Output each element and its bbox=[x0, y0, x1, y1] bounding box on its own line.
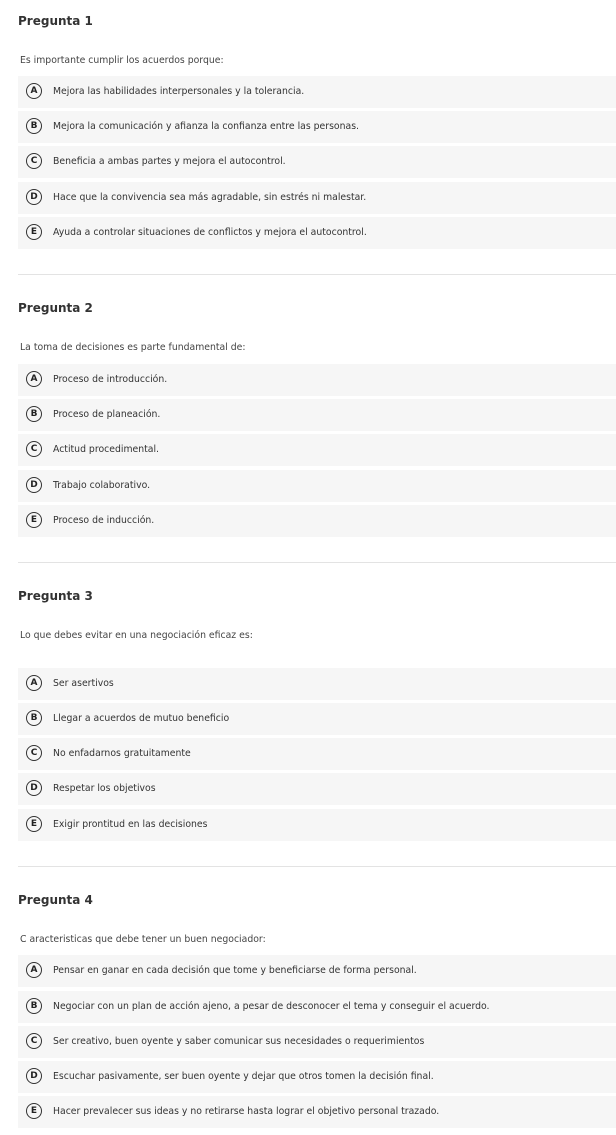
question-text: Lo que debes evitar en una negociación eficaz es: bbox=[20, 630, 253, 641]
option-text: Ayuda a controlar situaciones de conflictos y mejora el autocontrol. bbox=[53, 227, 367, 238]
option-e[interactable] bbox=[18, 1096, 616, 1128]
option-letter-c: C bbox=[26, 1033, 42, 1049]
option-b[interactable] bbox=[18, 399, 616, 431]
option-letter-d: D bbox=[26, 1068, 42, 1084]
question-title: Pregunta 2 bbox=[18, 301, 93, 315]
question-text: C aracteristicas que debe tener un buen negociador: bbox=[20, 934, 266, 945]
option-d[interactable] bbox=[18, 182, 616, 214]
option-text: Ser creativo, buen oyente y saber comunicar sus necesidades o requerimientos bbox=[53, 1036, 425, 1047]
option-c[interactable] bbox=[18, 434, 616, 466]
option-text: Llegar a acuerdos de mutuo beneficio bbox=[53, 713, 230, 724]
option-text: Negociar con un plan de acción ajeno, a pesar de desconocer el tema y conseguir el acuerdo. bbox=[53, 1001, 490, 1012]
option-letter-e: E bbox=[26, 512, 42, 528]
option-d[interactable] bbox=[18, 1061, 616, 1093]
option-text: Hacer prevalecer sus ideas y no retirarse hasta lograr el objetivo personal trazado. bbox=[53, 1106, 440, 1117]
option-c[interactable] bbox=[18, 738, 616, 770]
option-text: Mejora la comunicación y afianza la confianza entre las personas. bbox=[53, 121, 360, 132]
option-letter-c: C bbox=[26, 441, 42, 457]
option-letter-d: D bbox=[26, 477, 42, 493]
option-text: Respetar los objetivos bbox=[53, 783, 156, 794]
option-a[interactable] bbox=[18, 76, 616, 108]
option-a[interactable] bbox=[18, 364, 616, 396]
option-text: Proceso de inducción. bbox=[53, 515, 155, 526]
option-letter-e: E bbox=[26, 224, 42, 240]
option-d[interactable] bbox=[18, 773, 616, 805]
option-a[interactable] bbox=[18, 668, 616, 700]
option-text: Escuchar pasivamente, ser buen oyente y dejar que otros tomen la decisión final. bbox=[53, 1071, 434, 1082]
option-letter-d: D bbox=[26, 189, 42, 205]
option-text: Ser asertivos bbox=[53, 678, 114, 689]
option-a[interactable] bbox=[18, 955, 616, 987]
section-divider bbox=[18, 562, 616, 563]
option-text: Proceso de planeación. bbox=[53, 409, 161, 420]
option-letter-d: D bbox=[26, 780, 42, 796]
option-e[interactable] bbox=[18, 505, 616, 537]
option-text: Exigir prontitud en las decisiones bbox=[53, 819, 208, 830]
question-text: La toma de decisiones es parte fundamental de: bbox=[20, 342, 246, 353]
option-text: Pensar en ganar en cada decisión que tome y beneficiarse de forma personal. bbox=[53, 965, 417, 976]
option-text: Beneficia a ambas partes y mejora el autocontrol. bbox=[53, 156, 286, 167]
option-letter-b: B bbox=[26, 406, 42, 422]
question-text: Es importante cumplir los acuerdos porque: bbox=[20, 55, 224, 66]
option-c[interactable] bbox=[18, 146, 616, 178]
option-letter-c: C bbox=[26, 745, 42, 761]
option-letter-e: E bbox=[26, 1103, 42, 1119]
option-letter-b: B bbox=[26, 118, 42, 134]
section-divider bbox=[18, 274, 616, 275]
option-letter-b: B bbox=[26, 710, 42, 726]
option-b[interactable] bbox=[18, 991, 616, 1023]
option-letter-c: C bbox=[26, 153, 42, 169]
option-e[interactable] bbox=[18, 809, 616, 841]
option-d[interactable] bbox=[18, 470, 616, 502]
option-text: Actitud procedimental. bbox=[53, 444, 160, 455]
question-title: Pregunta 1 bbox=[18, 14, 93, 28]
option-e[interactable] bbox=[18, 217, 616, 249]
option-letter-a: A bbox=[26, 962, 42, 978]
option-letter-a: A bbox=[26, 675, 42, 691]
option-b[interactable] bbox=[18, 703, 616, 735]
question-title: Pregunta 3 bbox=[18, 589, 93, 603]
option-text: Proceso de introducción. bbox=[53, 374, 168, 385]
option-letter-b: B bbox=[26, 998, 42, 1014]
section-divider bbox=[18, 866, 616, 867]
option-letter-a: A bbox=[26, 371, 42, 387]
option-text: No enfadarnos gratuitamente bbox=[53, 748, 191, 759]
question-title: Pregunta 4 bbox=[18, 893, 93, 907]
option-b[interactable] bbox=[18, 111, 616, 143]
option-text: Mejora las habilidades interpersonales y la tolerancia. bbox=[53, 86, 305, 97]
option-text: Trabajo colaborativo. bbox=[53, 480, 151, 491]
option-c[interactable] bbox=[18, 1026, 616, 1058]
option-text: Hace que la convivencia sea más agradable, sin estrés ni malestar. bbox=[53, 192, 367, 203]
option-letter-e: E bbox=[26, 816, 42, 832]
option-letter-a: A bbox=[26, 83, 42, 99]
